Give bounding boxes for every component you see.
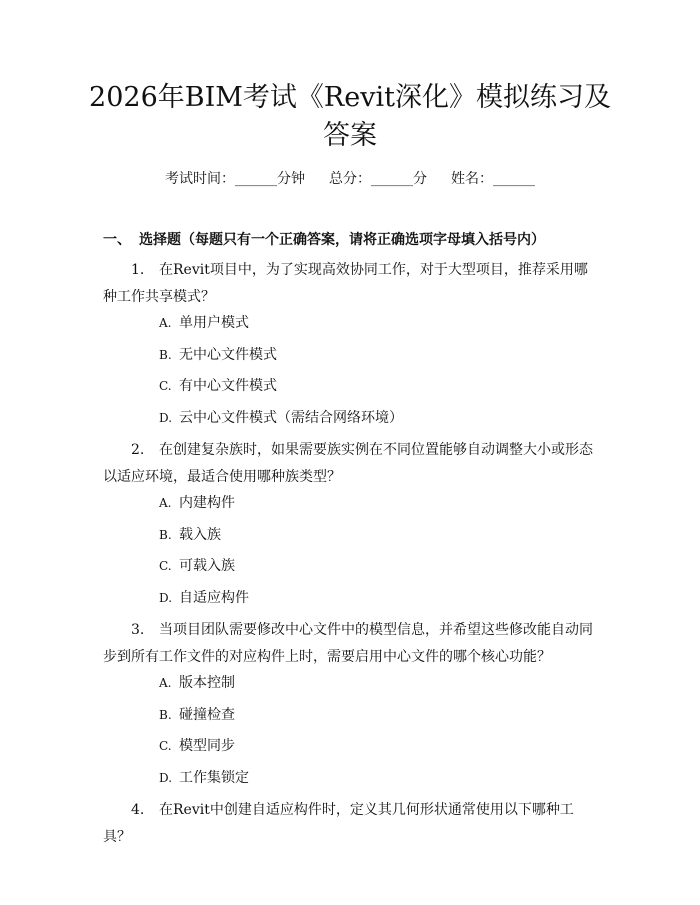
question-2-option-c (159, 556, 235, 576)
option-text: 模型同步 (179, 738, 235, 754)
question-1-option-a (159, 313, 249, 333)
option-letter: C. (159, 379, 172, 393)
option-letter: B. (159, 528, 172, 542)
option-letter: C. (159, 739, 172, 753)
question-2-option-b (159, 525, 221, 545)
question-number: 3. (131, 622, 145, 638)
question-text: 在Revit中创建自适应构件时，定义其几何形状通常使用以下哪种工具？ (103, 802, 574, 845)
question-2-option-d (159, 588, 249, 608)
question-text: 当项目团队需要修改中心文件中的模型信息，并希望这些修改能自动同步到所有工作文件的对应构件上时，需要启用中心文件的哪个核心功能？ (103, 622, 593, 665)
option-text: 云中心文件模式（需结合网络环境） (179, 410, 403, 426)
option-letter: D. (159, 411, 173, 425)
option-text: 版本控制 (179, 675, 235, 691)
option-text: 有中心文件模式 (179, 378, 277, 394)
question-3-option-b (159, 705, 235, 725)
option-letter: B. (159, 348, 172, 362)
option-text: 无中心文件模式 (179, 347, 277, 363)
section-heading (103, 230, 545, 250)
question-3 (103, 617, 599, 671)
question-1-option-b (159, 345, 277, 365)
option-text: 单用户模式 (179, 315, 249, 331)
option-text: 自适应构件 (179, 590, 249, 606)
question-3-option-d (159, 768, 249, 788)
question-2-option-a (159, 493, 235, 513)
exam-meta-line (0, 169, 700, 189)
option-letter: C. (159, 559, 172, 573)
question-1-option-c (159, 376, 277, 396)
question-1-option-d (159, 408, 403, 428)
option-text: 工作集锁定 (179, 770, 249, 786)
question-1 (103, 257, 599, 311)
question-number: 4. (131, 802, 145, 818)
question-number: 1. (131, 262, 145, 278)
question-4 (103, 797, 599, 851)
question-text: 在Revit项目中，为了实现高效协同工作，对于大型项目，推荐采用哪种工作共享模式？ (103, 262, 588, 305)
document-title-line-1: 2026年BIM考试《Revit深化》模拟练习及 (89, 82, 611, 113)
question-3-option-a (159, 673, 235, 693)
exam-name-field: 姓名：______ (451, 171, 535, 187)
option-letter: D. (159, 591, 173, 605)
document-title-line-2: 答案 (323, 120, 377, 151)
exam-time-field: 考试时间：______分钟 (165, 171, 305, 187)
option-text: 内建构件 (179, 495, 235, 511)
question-3-option-c (159, 736, 235, 756)
option-text: 可载入族 (179, 558, 235, 574)
option-letter: B. (159, 708, 172, 722)
section-number: 一、 (103, 232, 131, 248)
option-letter: D. (159, 771, 173, 785)
option-letter: A. (159, 496, 172, 510)
option-letter: A. (159, 316, 172, 330)
section-title: 选择题（每题只有一个正确答案，请将正确选项字母填入括号内） (139, 232, 545, 248)
question-number: 2. (131, 442, 145, 458)
option-text: 载入族 (179, 527, 221, 543)
exam-score-field: 总分：______分 (329, 171, 427, 187)
option-letter: A. (159, 676, 172, 690)
question-text: 在创建复杂族时，如果需要族实例在不同位置能够自动调整大小或形态以适应环境，最适合使用哪种族类型？ (103, 442, 593, 485)
option-text: 碰撞检查 (179, 707, 235, 723)
question-2 (103, 437, 599, 491)
